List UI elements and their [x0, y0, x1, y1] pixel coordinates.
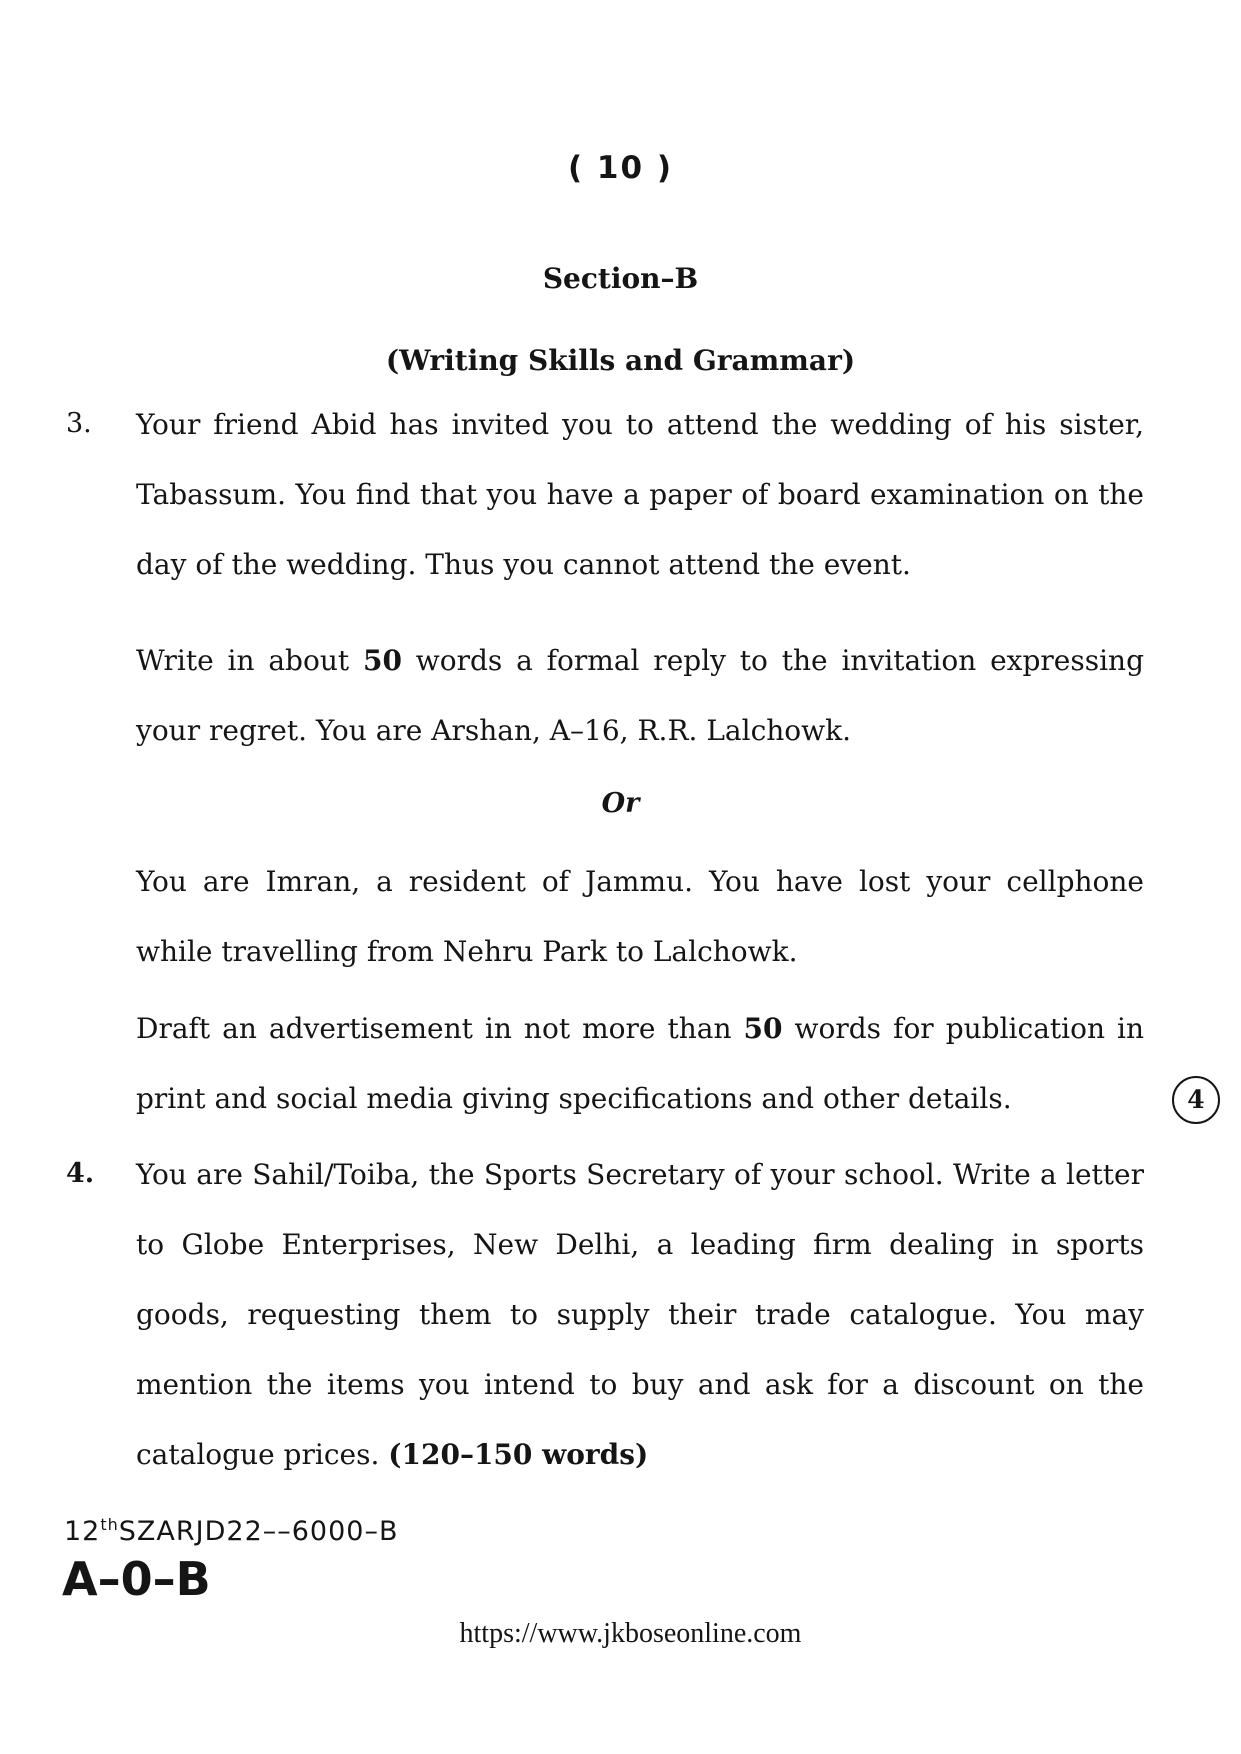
- question-3-instruction: [136, 626, 1144, 766]
- set-code: A–0–B: [62, 1552, 211, 1606]
- website-url: https://www.jkboseonline.com: [459, 1618, 802, 1649]
- paper-code-rest: SZARJD22––6000–B: [118, 1516, 399, 1547]
- paper-code-prefix: 12: [64, 1516, 101, 1547]
- alt-word-limit: 50: [743, 1012, 783, 1045]
- question-4-number: 4.: [66, 1158, 95, 1189]
- alt-instruction-text-a: Draft an advertisement in not more than: [136, 1012, 744, 1045]
- question-3-text: Your friend Abid has invited you to attend the wedding of his sister, Tabassum. You find that you have a paper of board examination on the day of the wedding. Thus you cannot attend the event.: [136, 408, 1144, 581]
- question-3-alternative-text: You are Imran, a resident of Jammu. You have lost your cellphone while travelling from Nehru Park to Lalchowk.: [136, 865, 1144, 968]
- instruction-text-a: Write in about: [136, 644, 363, 677]
- alt-instruction-text-b: words for publication in print and social media giving specifications and other details.: [136, 1012, 1144, 1115]
- paper-code: [64, 1515, 399, 1547]
- section-subtitle: (Writing Skills and Grammar): [385, 344, 856, 377]
- or-separator: Or: [601, 788, 640, 819]
- word-limit: 50: [362, 644, 402, 677]
- instruction-text-b: words a formal reply to the invitation expressing your regret. You are Arshan, A–16, R.R. Lalchowk.: [136, 644, 1144, 747]
- page-number: ( 10 ): [567, 150, 674, 186]
- paper-code-sup: th: [100, 1515, 119, 1534]
- section-title: Section–B: [542, 262, 699, 295]
- question-4-word-limit: (120–150 words): [388, 1438, 649, 1471]
- question-3-alternative-instruction: [136, 994, 1144, 1134]
- marks-badge: 4: [1172, 1076, 1220, 1124]
- question-4-text: [136, 1140, 1144, 1490]
- question-3-number: 3.: [66, 408, 92, 439]
- question-4-body: You are Sahil/Toiba, the Sports Secretary of your school. Write a letter to Globe Enterprises, New Delhi, a leading firm dealing in sports goods, requesting them to supply their trade catalogue. You may mention the items you intend to buy and ask for a discount on the catalogue prices.: [136, 1158, 1144, 1471]
